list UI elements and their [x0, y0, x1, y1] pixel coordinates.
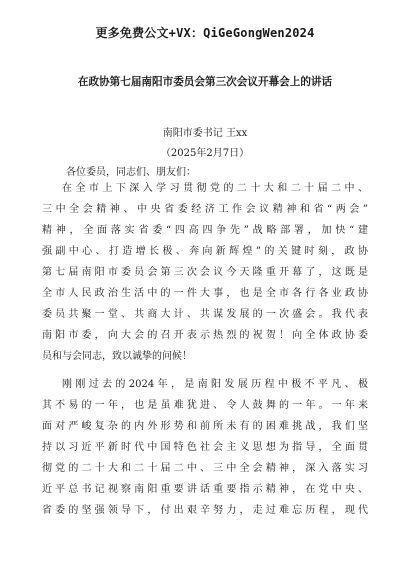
paragraph-2-line-5: 彻党的二十大和二十届二中、三中全会精神，深入落实习: [42, 463, 368, 474]
paragraph-2-line-6: 近平总书记视察南阳重要讲话重要指示精神，在党中央、: [42, 484, 368, 495]
date-line: （2025年2月7日）: [160, 148, 250, 159]
greeting-line: 各位委员，同志们、朋友们：: [66, 167, 196, 178]
paragraph-2-line-3: 面对严峻复杂的内外形势和前所未有的困难挑战，我们坚: [42, 421, 368, 432]
paragraph-2-line-7: 省委的坚强领导下，付出艰辛努力，走过难忘历程，现代: [42, 505, 368, 516]
paragraph-1-line-4: 强副中心、打造增长极、奔向新辉煌”的关键时刻，政协: [42, 246, 368, 257]
document-title: 在政协第七届南阳市委员会第三次会议开幕会上的讲话: [77, 76, 333, 88]
paragraph-1-line-5: 第七届南阳市委员会第三次会议今天隆重开幕了，这既是: [42, 267, 368, 278]
paragraph-1-line-3: 精神，全面落实省委“四高四争先”战略部署，加快“建: [42, 225, 368, 236]
paragraph-1-line-1: 在全市上下深入学习贯彻党的二十大和二十届二中、: [62, 183, 368, 194]
paragraph-1-line-7: 委员共聚一堂、共商大计、共谋发展的一次盛会。我代表: [42, 309, 368, 320]
paragraph-1-line-2: 三中全会精神、中央省委经济工作会议精神和省“两会”: [42, 204, 368, 215]
paragraph-1-line-8: 南阳市委，向大会的召开表示热烈的祝贺！向全体政协委: [42, 330, 368, 341]
author-line: 南阳市委书记 王xx: [162, 128, 248, 139]
paragraph-1-line-6: 全市人民政治生活中的一件大事，也是全市各行各业政协: [42, 288, 368, 299]
paragraph-2-line-2: 其不易的一年，也是虽难犹进、令人鼓舞的一年。一年来: [42, 400, 368, 411]
paragraph-2-line-1: 刚刚过去的2024年，是南阳发展历程中极不平凡、极: [62, 379, 368, 390]
paragraph-1-line-9: 员和与会同志，致以诚挚的问候！: [42, 351, 192, 362]
promo-banner: 更多免费公文+VX：QiGeGongWen2024: [95, 26, 315, 40]
paragraph-2-line-4: 持以习近平新时代中国特色社会主义思想为指导，全面贯: [42, 442, 368, 453]
